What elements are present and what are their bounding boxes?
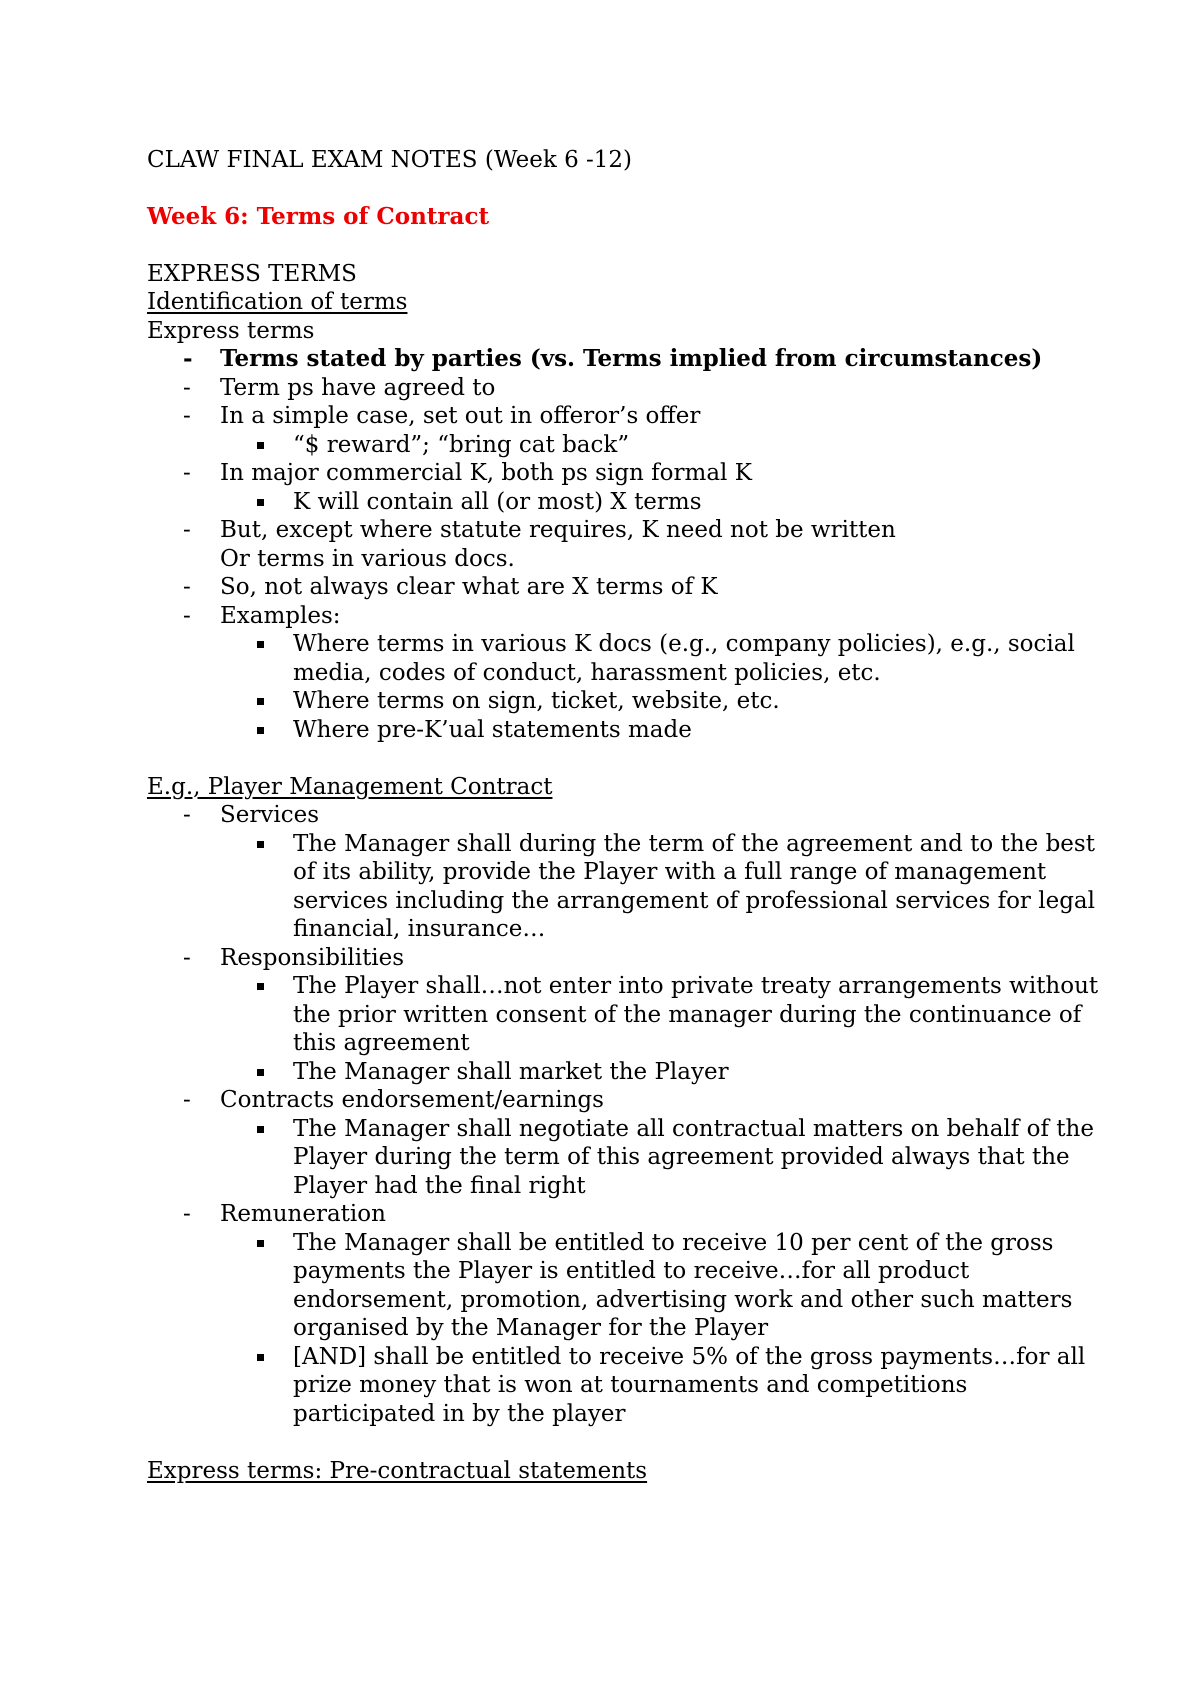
- sub-list: [220, 488, 1107, 517]
- document-title: CLAW FINAL EXAM NOTES (Week 6 -12): [147, 147, 633, 173]
- list-item: [147, 374, 1107, 403]
- sub-list-item: The Manager shall market the Player: [220, 1058, 1107, 1087]
- document-content: [147, 146, 1107, 1485]
- sub-list-item: The Player shall…not enter into private treaty arrangements without the prior written consent of the manager during the continuance of this agreement: [220, 972, 1107, 1058]
- player-contract-heading: E.g., Player Management Contract: [147, 773, 553, 800]
- list-item-continuation: Or terms in various docs.: [220, 545, 515, 572]
- week-heading: Week 6: Terms of Contract: [147, 202, 490, 230]
- sub-list-item: Where terms in various K docs (e.g., company policies), e.g., social media, codes of conduct, harassment policies, etc.: [220, 630, 1107, 687]
- list-item-text: Remuneration: [220, 1201, 386, 1227]
- list-item: [147, 345, 1107, 374]
- sub-list-item: The Manager shall negotiate all contractual matters on behalf of the Player during the term of this agreement provided always that the Player had the final right: [220, 1115, 1107, 1201]
- list-item: [147, 516, 1107, 573]
- list-item-text: Examples:: [220, 602, 341, 629]
- sub-list: [220, 431, 1107, 460]
- list-item-text: Terms stated by parties (vs. Terms implied from circumstances): [220, 345, 1043, 372]
- sub-list: [220, 972, 1107, 1086]
- express-terms-list: [147, 345, 1107, 744]
- list-item-text: So, not always clear what are X terms of K: [220, 574, 718, 600]
- sub-list-item: [AND] shall be entitled to receive 5% of the gross payments…for all prize money that is won at tournaments and competitions participated in by the player: [220, 1343, 1107, 1429]
- list-item: [147, 1200, 1107, 1428]
- spacer: [147, 231, 1107, 260]
- sub-list: [220, 830, 1107, 944]
- identification-subheading: Identification of terms: [147, 289, 408, 315]
- list-item: [147, 402, 1107, 459]
- sub-list-item: Where terms on sign, ticket, website, etc.: [220, 687, 1107, 716]
- list-item-text: Term ps have agreed to: [220, 374, 496, 401]
- sub-list-item: K will contain all (or most) X terms: [220, 488, 1107, 517]
- pre-contractual-heading: Express terms: Pre-contractual statements: [147, 1457, 648, 1484]
- list-item: [147, 1086, 1107, 1200]
- list-item: [147, 801, 1107, 944]
- sub-list-item: Where pre-K’ual statements made: [220, 716, 1107, 745]
- list-item-text: In a simple case, set out in offeror’s offer: [220, 403, 701, 429]
- sub-list-item: “$ reward”; “bring cat back”: [220, 431, 1107, 460]
- sub-list: [220, 630, 1107, 744]
- spacer: [147, 1428, 1107, 1457]
- list-item: [147, 602, 1107, 745]
- list-item: [147, 573, 1107, 602]
- list-item: [147, 944, 1107, 1087]
- list-item: [147, 459, 1107, 516]
- list-item-text: But, except where statute requires, K need not be written: [220, 517, 896, 543]
- player-contract-list: [147, 801, 1107, 1428]
- express-terms-label: Express terms: [147, 317, 315, 344]
- express-terms-heading: EXPRESS TERMS: [147, 260, 357, 287]
- sub-list: [220, 1229, 1107, 1429]
- list-item-text: Services: [220, 802, 320, 828]
- spacer: [147, 744, 1107, 773]
- list-item-text: In major commercial K, both ps sign formal K: [220, 460, 752, 486]
- list-item-text: Responsibilities: [220, 944, 405, 971]
- list-item-text: Contracts endorsement/earnings: [220, 1087, 604, 1113]
- sub-list-item: The Manager shall be entitled to receive 10 per cent of the gross payments the Player is entitled to receive…for all product endorsement, promotion, advertising work and other such matters organised by the Manager for the Player: [220, 1229, 1107, 1343]
- sub-list: [220, 1115, 1107, 1201]
- sub-list-item: The Manager shall during the term of the agreement and to the best of its ability, provide the Player with a full range of management services including the arrangement of professional services for legal financial, insurance…: [220, 830, 1107, 944]
